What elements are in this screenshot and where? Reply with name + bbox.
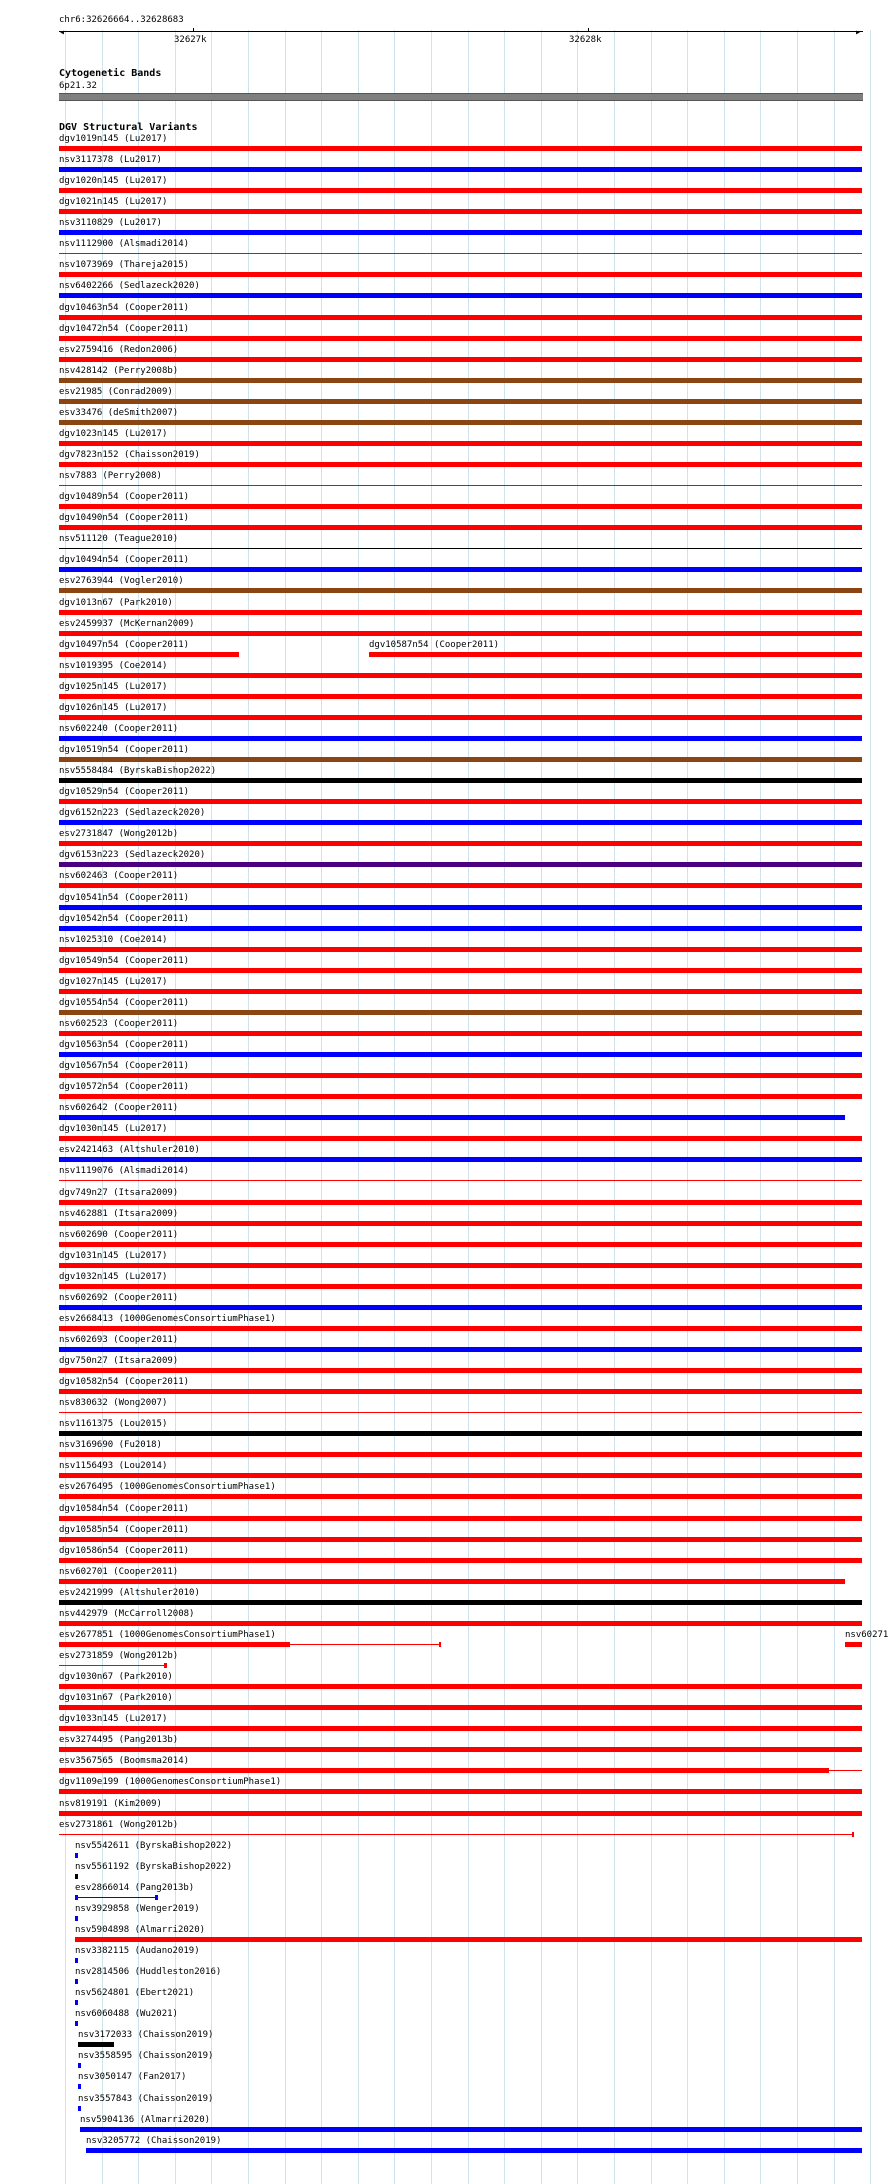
variant-bar[interactable] bbox=[852, 1832, 854, 1837]
variant-label[interactable]: dgv10549n54 (Cooper2011) bbox=[59, 956, 190, 966]
grid-line bbox=[760, 30, 761, 2184]
variant-label[interactable]: dgv750n27 (Itsara2009) bbox=[59, 1356, 179, 1366]
grid-line bbox=[541, 30, 542, 2184]
variant-bar[interactable] bbox=[59, 1494, 862, 1499]
variant-label[interactable]: dgv1023n145 (Lu2017) bbox=[59, 429, 168, 439]
variant-bar[interactable] bbox=[59, 1558, 862, 1563]
ruler-tick bbox=[193, 28, 194, 32]
variant-label[interactable]: nsv1025310 (Coe2014) bbox=[59, 935, 168, 945]
variant-bar[interactable] bbox=[59, 1665, 166, 1666]
variant-label[interactable]: dgv1013n67 (Park2010) bbox=[59, 598, 173, 608]
variant-label[interactable]: dgv1025n145 (Lu2017) bbox=[59, 682, 168, 692]
variant-label[interactable]: dgv10519n54 (Cooper2011) bbox=[59, 745, 190, 755]
variant-label[interactable]: esv2677851 (1000GenomesConsortiumPhase1) bbox=[59, 1630, 276, 1640]
variant-bar[interactable] bbox=[845, 1642, 862, 1647]
variant-bar[interactable] bbox=[59, 1221, 862, 1226]
variant-bar[interactable] bbox=[80, 2127, 862, 2132]
grid-line bbox=[248, 30, 249, 2184]
variant-bar[interactable] bbox=[59, 1516, 862, 1521]
variant-label[interactable]: dgv10584n54 (Cooper2011) bbox=[59, 1504, 190, 1514]
variant-label[interactable]: dgv10541n54 (Cooper2011) bbox=[59, 893, 190, 903]
variant-bar[interactable] bbox=[59, 1747, 862, 1752]
variant-bar[interactable] bbox=[290, 1644, 440, 1645]
variant-bar[interactable] bbox=[59, 567, 862, 572]
variant-bar[interactable] bbox=[78, 2084, 81, 2089]
variant-label[interactable]: dgv10586n54 (Cooper2011) bbox=[59, 1546, 190, 1556]
variant-label[interactable]: esv2421463 (Altshuler2010) bbox=[59, 1145, 200, 1155]
variant-bar[interactable] bbox=[59, 1031, 862, 1036]
variant-label[interactable]: dgv10582n54 (Cooper2011) bbox=[59, 1377, 190, 1387]
variant-label[interactable]: dgv749n27 (Itsara2009) bbox=[59, 1188, 179, 1198]
variant-label[interactable]: nsv428142 (Perry2008b) bbox=[59, 366, 179, 376]
variant-label[interactable]: esv21985 (Conrad2009) bbox=[59, 387, 173, 397]
variant-label[interactable]: nsv3117378 (Lu2017) bbox=[59, 155, 162, 165]
variant-bar[interactable] bbox=[59, 1811, 862, 1816]
variant-label[interactable]: esv2866014 (Pang2013b) bbox=[75, 1883, 195, 1893]
variant-bar[interactable] bbox=[59, 525, 862, 530]
variant-bar[interactable] bbox=[59, 1136, 862, 1141]
variant-label[interactable]: dgv1019n145 (Lu2017) bbox=[59, 134, 168, 144]
variant-label[interactable]: esv2763944 (Vogler2010) bbox=[59, 576, 184, 586]
variant-label[interactable]: dgv1031n67 (Park2010) bbox=[59, 1693, 173, 1703]
variant-bar[interactable] bbox=[59, 883, 862, 888]
variant-bar[interactable] bbox=[75, 1916, 78, 1921]
variant-bar[interactable] bbox=[78, 2042, 114, 2047]
variant-bar[interactable] bbox=[59, 462, 862, 467]
variant-label[interactable]: nsv3110829 (Lu2017) bbox=[59, 218, 162, 228]
variant-label[interactable]: nsv1161375 (Lou2015) bbox=[59, 1419, 168, 1429]
variant-label[interactable]: dgv10572n54 (Cooper2011) bbox=[59, 1082, 190, 1092]
variant-label[interactable]: nsv1019395 (Coe2014) bbox=[59, 661, 168, 671]
grid-line bbox=[211, 30, 212, 2184]
variant-label[interactable]: nsv602693 (Cooper2011) bbox=[59, 1335, 179, 1345]
variant-label[interactable]: nsv3205772 (Chaisson2019) bbox=[86, 2136, 222, 2146]
variant-bar[interactable] bbox=[59, 1452, 862, 1457]
variant-label[interactable]: nsv602523 (Cooper2011) bbox=[59, 1019, 179, 1029]
variant-bar[interactable] bbox=[59, 272, 862, 277]
variant-bar[interactable] bbox=[59, 1052, 862, 1057]
grid-line bbox=[394, 30, 395, 2184]
variant-bar[interactable] bbox=[59, 1768, 829, 1773]
variant-label[interactable]: esv2731861 (Wong2012b) bbox=[59, 1820, 179, 1830]
variant-label[interactable]: nsv602240 (Cooper2011) bbox=[59, 724, 179, 734]
variant-bar[interactable] bbox=[75, 1874, 78, 1879]
variant-label[interactable]: nsv2814506 (Huddleston2016) bbox=[75, 1967, 222, 1977]
variant-label[interactable]: dgv10563n54 (Cooper2011) bbox=[59, 1040, 190, 1050]
ruler-tick-label: 32627k bbox=[174, 35, 207, 45]
variant-bar[interactable] bbox=[59, 146, 862, 151]
variant-label[interactable]: nsv1156493 (Lou2014) bbox=[59, 1461, 168, 1471]
variant-label[interactable]: dgv1030n67 (Park2010) bbox=[59, 1672, 173, 1682]
variant-label[interactable]: dgv10542n54 (Cooper2011) bbox=[59, 914, 190, 924]
variant-bar[interactable] bbox=[59, 1305, 862, 1310]
ruler-axis bbox=[59, 31, 863, 32]
variant-label[interactable]: nsv1119076 (Alsmadi2014) bbox=[59, 1166, 190, 1176]
variant-bar[interactable] bbox=[59, 1326, 862, 1331]
variant-bar[interactable] bbox=[59, 799, 862, 804]
variant-bar[interactable] bbox=[59, 504, 862, 509]
variant-bar[interactable] bbox=[829, 1770, 862, 1771]
variant-label[interactable]: dgv1032n145 (Lu2017) bbox=[59, 1272, 168, 1282]
variant-bar[interactable] bbox=[59, 862, 862, 867]
variant-bar[interactable] bbox=[75, 1937, 862, 1942]
variant-bar[interactable] bbox=[59, 1242, 862, 1247]
variant-label[interactable]: nsv3557843 (Chaisson2019) bbox=[78, 2094, 214, 2104]
variant-label[interactable]: esv2676495 (1000GenomesConsortiumPhase1) bbox=[59, 1482, 276, 1492]
variant-bar[interactable] bbox=[59, 1368, 862, 1373]
variant-label[interactable]: dgv10554n54 (Cooper2011) bbox=[59, 998, 190, 1008]
variant-bar[interactable] bbox=[59, 694, 862, 699]
variant-label[interactable]: nsv602463 (Cooper2011) bbox=[59, 871, 179, 881]
variant-label[interactable]: nsv442979 (McCarroll2008) bbox=[59, 1609, 195, 1619]
variant-bar[interactable] bbox=[59, 757, 862, 762]
variant-label[interactable]: nsv5904898 (Almarri2020) bbox=[75, 1925, 206, 1935]
variant-label[interactable]: dgv1033n145 (Lu2017) bbox=[59, 1714, 168, 1724]
variant-bar[interactable] bbox=[59, 167, 862, 172]
grid-line bbox=[651, 30, 652, 2184]
variant-bar[interactable] bbox=[59, 188, 862, 193]
variant-label[interactable]: nsv5624801 (Ebert2021) bbox=[75, 1988, 195, 1998]
variant-bar[interactable] bbox=[59, 778, 862, 783]
grid-line bbox=[321, 30, 322, 2184]
ruler-left-arrow[interactable]: ◂ bbox=[59, 27, 66, 38]
variant-label[interactable]: nsv60271 bbox=[845, 1630, 889, 1640]
variant-label[interactable]: dgv10529n54 (Cooper2011) bbox=[59, 787, 190, 797]
variant-bar[interactable] bbox=[75, 2000, 78, 2005]
variant-bar[interactable] bbox=[75, 1853, 78, 1858]
variant-bar[interactable] bbox=[59, 357, 862, 362]
variant-bar[interactable] bbox=[59, 588, 862, 593]
grid-line bbox=[577, 30, 578, 2184]
variant-bar[interactable] bbox=[59, 209, 862, 214]
variant-bar[interactable] bbox=[439, 1642, 441, 1647]
variant-bar[interactable] bbox=[59, 1073, 862, 1078]
variant-bar[interactable] bbox=[59, 1726, 862, 1731]
variant-label[interactable]: nsv602692 (Cooper2011) bbox=[59, 1293, 179, 1303]
grid-line bbox=[870, 30, 871, 2184]
variant-label[interactable]: esv2668413 (1000GenomesConsortiumPhase1) bbox=[59, 1314, 276, 1324]
variant-bar[interactable] bbox=[164, 1663, 167, 1668]
dgv-track-title[interactable]: DGV Structural Variants bbox=[59, 122, 198, 133]
variant-label[interactable]: dgv1021n145 (Lu2017) bbox=[59, 197, 168, 207]
variant-bar[interactable] bbox=[59, 293, 862, 298]
variant-label[interactable]: nsv830632 (Wong2007) bbox=[59, 1398, 168, 1408]
variant-label[interactable]: dgv10472n54 (Cooper2011) bbox=[59, 324, 190, 334]
variant-bar[interactable] bbox=[59, 1473, 862, 1478]
variant-bar[interactable] bbox=[59, 989, 862, 994]
grid-line bbox=[358, 30, 359, 2184]
variant-label[interactable]: dgv1026n145 (Lu2017) bbox=[59, 703, 168, 713]
grid-line bbox=[431, 30, 432, 2184]
variant-label[interactable]: dgv1020n145 (Lu2017) bbox=[59, 176, 168, 186]
grid-line bbox=[687, 30, 688, 2184]
variant-label[interactable]: esv2759416 (Redon2006) bbox=[59, 345, 179, 355]
region-label: chr6:32626664..32628683 bbox=[59, 15, 184, 25]
variant-bar[interactable] bbox=[75, 1958, 78, 1963]
variant-label[interactable]: dgv10463n54 (Cooper2011) bbox=[59, 303, 190, 313]
variant-bar[interactable] bbox=[59, 1263, 862, 1268]
variant-label[interactable]: nsv3172033 (Chaisson2019) bbox=[78, 2030, 214, 2040]
variant-label[interactable]: dgv10489n54 (Cooper2011) bbox=[59, 492, 190, 502]
variant-bar[interactable] bbox=[59, 631, 862, 636]
variant-bar[interactable] bbox=[59, 485, 862, 486]
variant-label[interactable]: nsv5558484 (ByrskaBishop2022) bbox=[59, 766, 217, 776]
variant-label[interactable]: nsv3050147 (Fan2017) bbox=[78, 2072, 187, 2082]
variant-bar[interactable] bbox=[59, 1705, 862, 1710]
variant-bar[interactable] bbox=[59, 1789, 862, 1794]
variant-label[interactable]: esv2731859 (Wong2012b) bbox=[59, 1651, 179, 1661]
variant-label[interactable]: nsv5561192 (ByrskaBishop2022) bbox=[75, 1862, 233, 1872]
variant-label[interactable]: nsv5542611 (ByrskaBishop2022) bbox=[75, 1841, 233, 1851]
variant-bar[interactable] bbox=[59, 652, 239, 657]
variant-bar[interactable] bbox=[59, 1347, 862, 1352]
grid-line bbox=[285, 30, 286, 2184]
variant-bar[interactable] bbox=[59, 1010, 862, 1015]
variant-label[interactable]: dgv10585n54 (Cooper2011) bbox=[59, 1525, 190, 1535]
variant-bar[interactable] bbox=[59, 230, 862, 235]
variant-label[interactable]: dgv10490n54 (Cooper2011) bbox=[59, 513, 190, 523]
variant-bar[interactable] bbox=[78, 2063, 81, 2068]
variant-bar[interactable] bbox=[155, 1895, 158, 1900]
variant-label[interactable]: esv3567565 (Boomsma2014) bbox=[59, 1756, 190, 1766]
variant-label[interactable]: nsv1112900 (Alsmadi2014) bbox=[59, 239, 190, 249]
variant-bar[interactable] bbox=[59, 1180, 862, 1181]
variant-label[interactable]: dgv10497n54 (Cooper2011) bbox=[59, 640, 190, 650]
variant-label[interactable]: esv2421999 (Altshuler2010) bbox=[59, 1588, 200, 1598]
variant-bar[interactable] bbox=[75, 2021, 78, 2026]
variant-label[interactable]: nsv5904136 (Almarri2020) bbox=[80, 2115, 211, 2125]
variant-label[interactable]: nsv602701 (Cooper2011) bbox=[59, 1567, 179, 1577]
variant-bar[interactable] bbox=[59, 1200, 862, 1205]
cytoband-bar[interactable] bbox=[59, 93, 863, 101]
variant-bar[interactable] bbox=[59, 441, 862, 446]
ruler-right-arrow[interactable]: ▸ bbox=[855, 27, 862, 38]
variant-bar[interactable] bbox=[59, 1115, 845, 1120]
variant-bar[interactable] bbox=[59, 1621, 862, 1626]
variant-label[interactable]: nsv3382115 (Audano2019) bbox=[75, 1946, 200, 1956]
variant-bar[interactable] bbox=[59, 1600, 862, 1605]
variant-label[interactable]: nsv819191 (Kim2009) bbox=[59, 1799, 162, 1809]
variant-bar[interactable] bbox=[59, 905, 862, 910]
grid-line bbox=[468, 30, 469, 2184]
cytoband-track-title[interactable]: Cytogenetic Bands bbox=[59, 68, 162, 79]
variant-label[interactable]: nsv3169690 (Fu2018) bbox=[59, 1440, 162, 1450]
variant-bar[interactable] bbox=[59, 378, 862, 383]
variant-bar[interactable] bbox=[59, 1431, 862, 1436]
variant-label[interactable]: nsv462881 (Itsara2009) bbox=[59, 1209, 179, 1219]
variant-bar[interactable] bbox=[59, 673, 862, 678]
variant-bar[interactable] bbox=[59, 1579, 845, 1584]
variant-bar[interactable] bbox=[59, 820, 862, 825]
variant-bar[interactable] bbox=[75, 1979, 78, 1984]
cytoband-label: 6p21.32 bbox=[59, 81, 97, 91]
variant-bar[interactable] bbox=[59, 548, 862, 549]
grid-line bbox=[724, 30, 725, 2184]
variant-bar[interactable] bbox=[59, 736, 862, 741]
variant-bar[interactable] bbox=[59, 968, 862, 973]
variant-label[interactable]: dgv1109e199 (1000GenomesConsortiumPhase1) bbox=[59, 1777, 282, 1787]
variant-label[interactable]: esv2731847 (Wong2012b) bbox=[59, 829, 179, 839]
variant-bar[interactable] bbox=[59, 1834, 852, 1835]
variant-bar[interactable] bbox=[59, 1094, 862, 1099]
variant-label[interactable]: dgv1027n145 (Lu2017) bbox=[59, 977, 168, 987]
variant-label[interactable]: dgv1030n145 (Lu2017) bbox=[59, 1124, 168, 1134]
variant-bar[interactable] bbox=[59, 715, 862, 720]
variant-bar[interactable] bbox=[59, 1412, 862, 1413]
ruler-tick-label: 32628k bbox=[569, 35, 602, 45]
variant-label[interactable]: nsv3929858 (Wenger2019) bbox=[75, 1904, 200, 1914]
variant-bar[interactable] bbox=[78, 2106, 81, 2111]
variant-label[interactable]: dgv7823n152 (Chaisson2019) bbox=[59, 450, 200, 460]
variant-label[interactable]: esv2459937 (McKernan2009) bbox=[59, 619, 195, 629]
variant-bar[interactable] bbox=[59, 1389, 862, 1394]
variant-bar[interactable] bbox=[75, 1897, 158, 1898]
variant-label[interactable]: dgv10494n54 (Cooper2011) bbox=[59, 555, 190, 565]
variant-label[interactable]: nsv602642 (Cooper2011) bbox=[59, 1103, 179, 1113]
variant-label[interactable]: nsv602690 (Cooper2011) bbox=[59, 1230, 179, 1240]
variant-bar[interactable] bbox=[59, 420, 862, 425]
variant-bar[interactable] bbox=[59, 336, 862, 341]
variant-bar[interactable] bbox=[59, 399, 862, 404]
variant-bar[interactable] bbox=[59, 610, 862, 615]
grid-line bbox=[614, 30, 615, 2184]
variant-bar[interactable] bbox=[59, 841, 862, 846]
variant-bar[interactable] bbox=[59, 1284, 862, 1289]
variant-label[interactable]: dgv6152n223 (Sedlazeck2020) bbox=[59, 808, 206, 818]
variant-bar[interactable] bbox=[59, 1157, 862, 1162]
ruler-tick bbox=[588, 28, 589, 32]
variant-label[interactable]: dgv10567n54 (Cooper2011) bbox=[59, 1061, 190, 1071]
variant-label[interactable]: nsv1073969 (Thareja2015) bbox=[59, 260, 190, 270]
variant-bar[interactable] bbox=[59, 1537, 862, 1542]
variant-bar[interactable] bbox=[59, 1642, 290, 1647]
variant-label[interactable]: nsv7883 (Perry2008) bbox=[59, 471, 162, 481]
variant-label[interactable]: nsv511120 (Teague2010) bbox=[59, 534, 179, 544]
grid-line bbox=[797, 30, 798, 2184]
grid-line bbox=[504, 30, 505, 2184]
variant-label[interactable]: esv3274495 (Pang2013b) bbox=[59, 1735, 179, 1745]
grid-line bbox=[834, 30, 835, 2184]
variant-label[interactable]: esv33476 (deSmith2007) bbox=[59, 408, 179, 418]
variant-label[interactable]: nsv6060488 (Wu2021) bbox=[75, 2009, 178, 2019]
variant-bar[interactable] bbox=[369, 652, 862, 657]
variant-label[interactable]: nsv6402266 (Sedlazeck2020) bbox=[59, 281, 200, 291]
variant-bar[interactable] bbox=[59, 253, 862, 254]
variant-label[interactable]: dgv10587n54 (Cooper2011) bbox=[369, 640, 500, 650]
variant-label[interactable]: dgv6153n223 (Sedlazeck2020) bbox=[59, 850, 206, 860]
variant-bar[interactable] bbox=[86, 2148, 862, 2153]
variant-bar[interactable] bbox=[59, 315, 862, 320]
variant-label[interactable]: dgv1031n145 (Lu2017) bbox=[59, 1251, 168, 1261]
variant-label[interactable]: nsv3558595 (Chaisson2019) bbox=[78, 2051, 214, 2061]
variant-bar[interactable] bbox=[59, 1684, 862, 1689]
variant-bar[interactable] bbox=[59, 926, 862, 931]
variant-bar[interactable] bbox=[59, 947, 862, 952]
